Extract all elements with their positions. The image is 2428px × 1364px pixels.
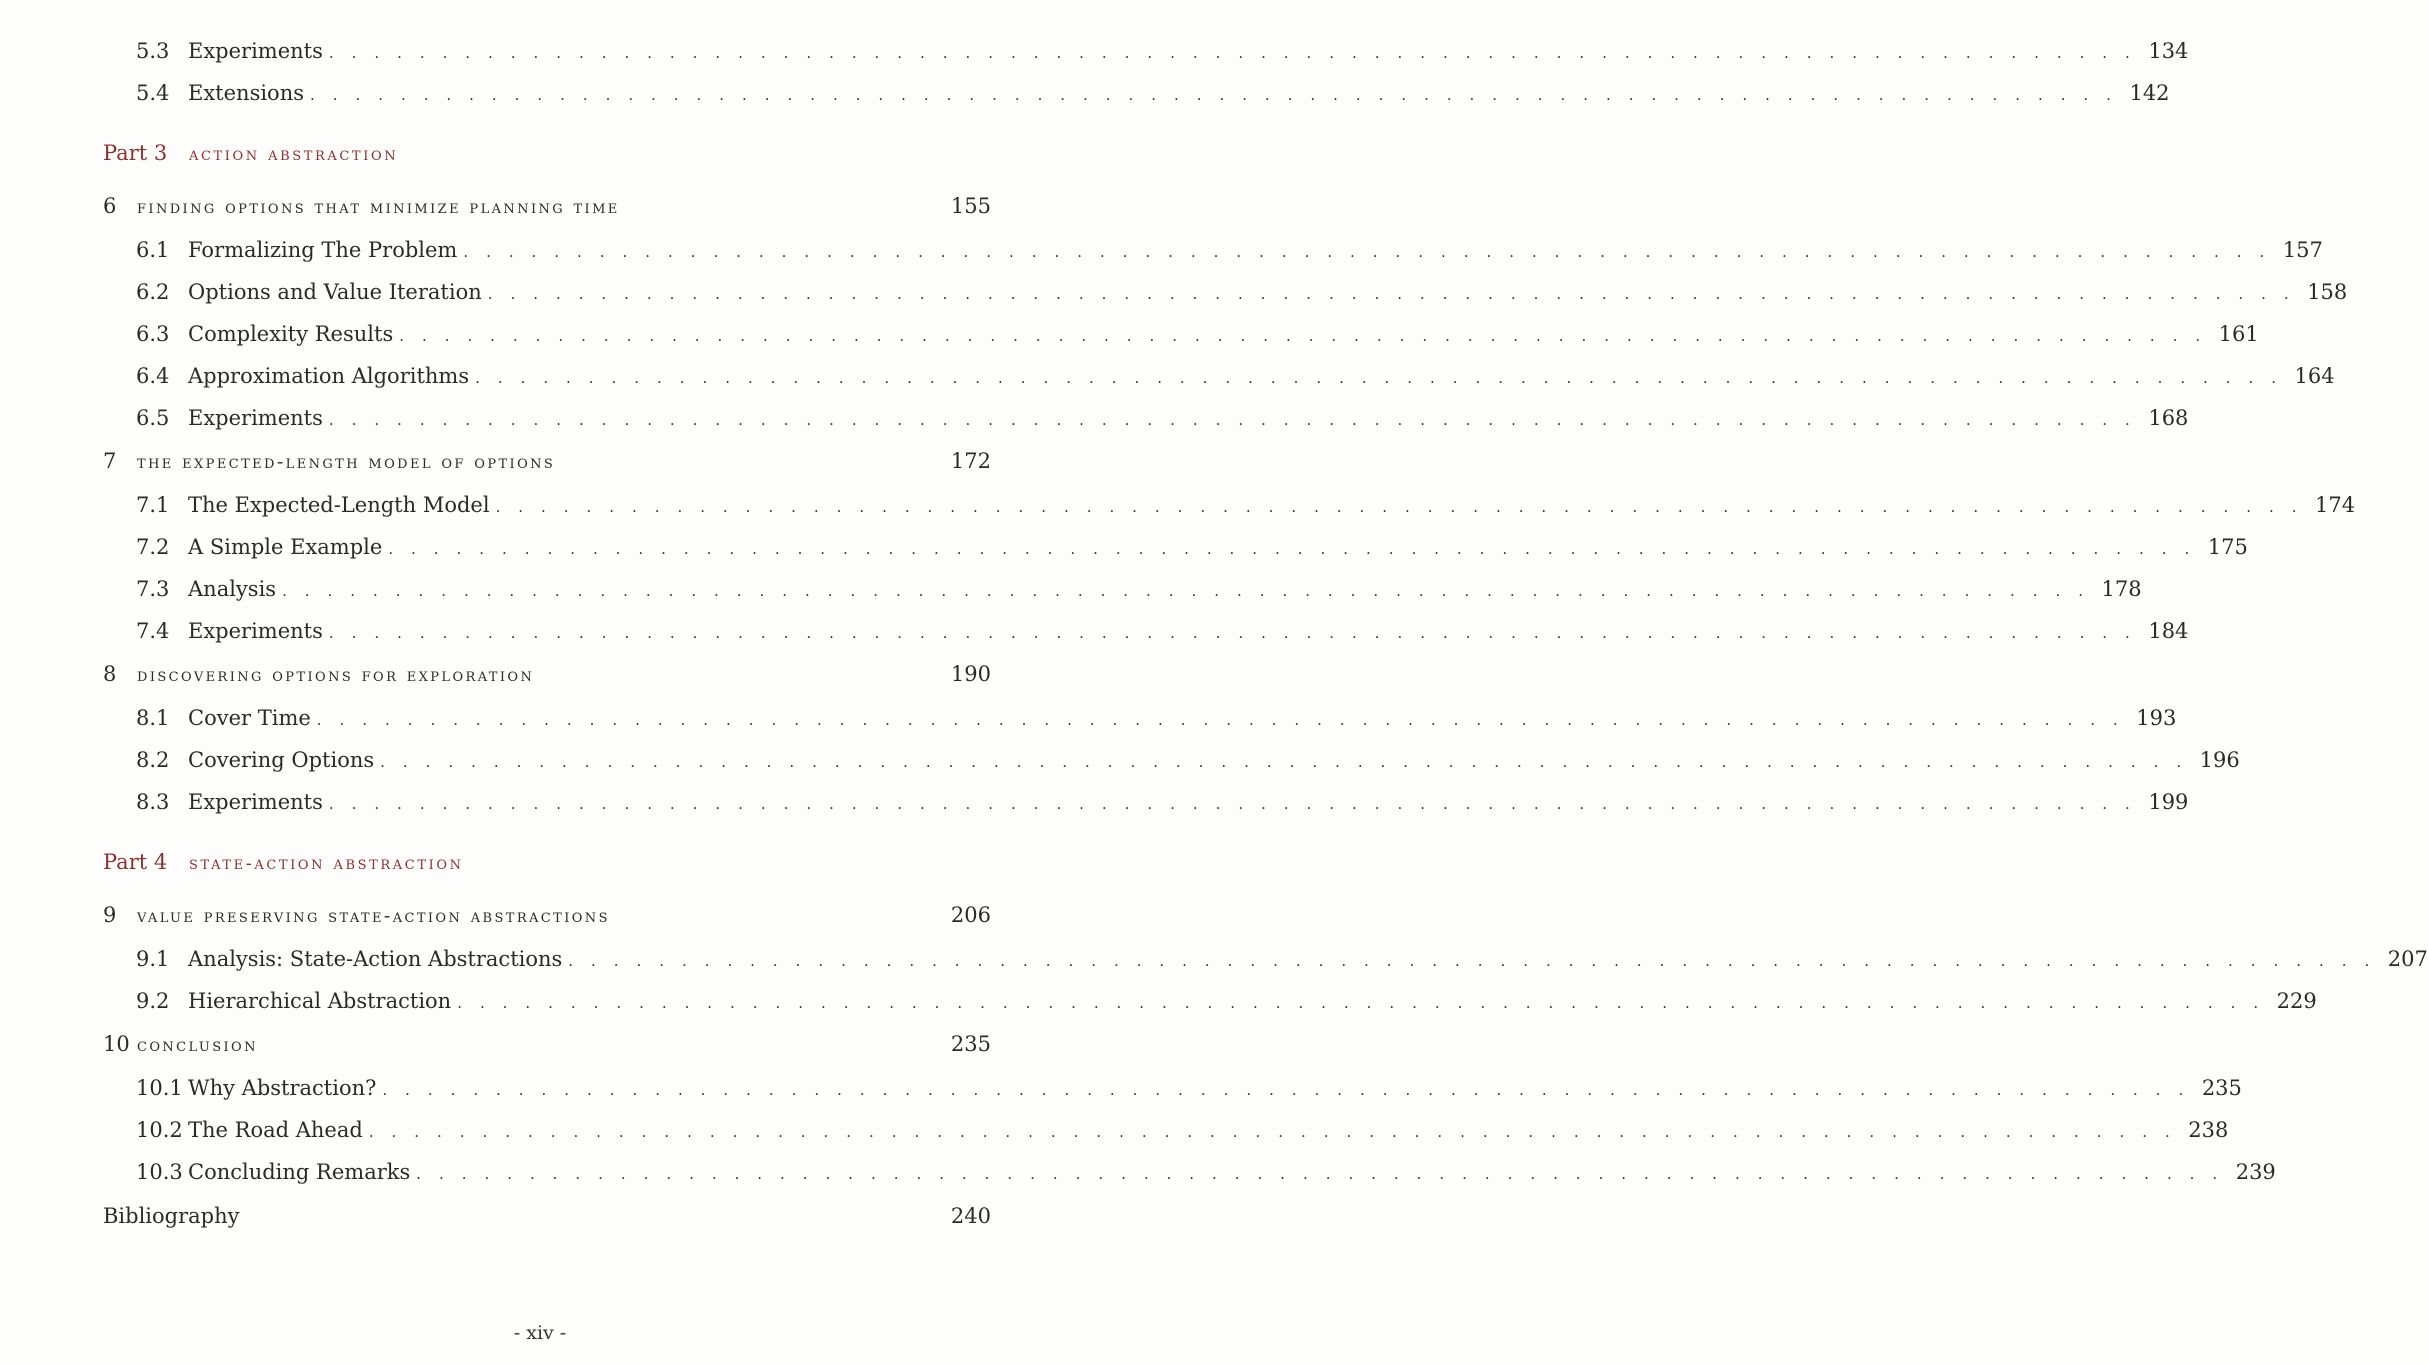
part-title: action abstraction (189, 144, 399, 165)
page-number: 240 (950, 1204, 991, 1228)
toc-section-entry[interactable] (103, 697, 2177, 739)
dot-leader: . . . . . . . . . . . . . . . . . . . . . . . . . . . . . . . . . . . . . . . . . . . . . . . . . . . . . . . . . . . . . . . . . . . . . . . . . . . . . . . . (463, 243, 2271, 261)
section-title: Formalizing The Problem (188, 238, 458, 262)
section-title: Analysis: State-Action Abstractions (188, 947, 563, 971)
toc-section-entry[interactable] (103, 313, 2259, 355)
section-title: Experiments (188, 790, 323, 814)
toc-section-entry[interactable] (103, 781, 2189, 823)
toc-chapter-entry[interactable] (103, 1022, 991, 1067)
toc-section-entry[interactable] (103, 938, 2428, 980)
toc-section-entry[interactable] (103, 526, 2248, 568)
page-number: 207 (2387, 947, 2428, 971)
section-title: Concluding Remarks (188, 1160, 411, 1184)
bibliography-title: Bibliography (103, 1204, 240, 1228)
page-number: 142 (2129, 81, 2170, 105)
page-number: 193 (2136, 706, 2177, 730)
chapter-number: 9 (103, 903, 117, 927)
page-number: 161 (2218, 322, 2259, 346)
dot-leader: . . . . . . . . . . . . . . . . . . . . . . . . . . . . . . . . . . . . . . . . . . . . . . . . . . . . . . . . . . . . . . . . . . . . . . . . . . . . . . . . (316, 711, 2125, 729)
chapter-number: 7 (103, 449, 117, 473)
page-number: 229 (2276, 989, 2317, 1013)
toc-section-entry[interactable] (103, 568, 2142, 610)
table-of-contents (103, 30, 2428, 1239)
toc-section-entry[interactable] (103, 271, 2348, 313)
chapter-title: value preserving state-action abstractions (137, 905, 610, 927)
toc-section-entry[interactable] (103, 1109, 2229, 1151)
dot-leader: . . . . . . . . . . . . . . . . . . . . . . . . . . . . . . . . . . . . . . . . . . . . . . . . . . . . . . . . . . . . . . . . . . . . . . . . . . . . . . . . (328, 411, 2137, 429)
chapter-title: conclusion (137, 1034, 258, 1056)
section-number: 10.3 (136, 1160, 183, 1184)
section-number: 5.4 (136, 81, 170, 105)
page-number: 235 (2201, 1076, 2242, 1100)
section-title: Covering Options (188, 748, 375, 772)
chapter-title: the expected-length model of options (137, 451, 556, 473)
page-number: 157 (2282, 238, 2323, 262)
dot-leader: . . . . . . . . . . . . . . . . . . . . . . . . . . . . . . . . . . . . . . . . . . . . . . . . . . . . . . . . . . . . . . . . . . . . . . . . . . . . . . . . (310, 86, 2118, 104)
section-number: 7.2 (136, 535, 170, 559)
section-number: 6.1 (136, 238, 170, 262)
dot-leader: . . . . . . . . . . . . . . . . . . . . . . . . . . . . . . . . . . . . . . . . . . . . . . . . . . . . . . . . . . . . . . . . . . . . . . . . . . . . . . . . (382, 1081, 2190, 1099)
page-number: 190 (950, 662, 991, 686)
section-title: Cover Time (188, 706, 311, 730)
page-number: 239 (2235, 1160, 2276, 1184)
dot-leader: . . . . . . . . . . . . . . . . . . . . . . . . . . . . . . . . . . . . . . . . . . . . . . . . . . . . . . . . . . . . . . . . . . . . . . . . . . . . . . . . (328, 795, 2137, 813)
dot-leader: . . . . . . . . . . . . . . . . . . . . . . . . . . . . . . . . . . . . . . . . . . . . . . . . . . . . . . . . . . . . . . . . . . . . . . . . . . . . . . . . (282, 582, 2090, 600)
toc-section-entry[interactable] (103, 30, 2189, 72)
toc-chapter-entry[interactable] (103, 184, 991, 229)
toc-section-entry[interactable] (103, 397, 2189, 439)
section-number: 6.2 (136, 280, 170, 304)
dot-leader: . . . . . . . . . . . . . . . . . . . . . . . . . . . . . . . . . . . . . . . . . . . . . . . . . . . . . . . . . . . . . . . . . . . . . . . . . . . . . . . . (495, 498, 2304, 516)
section-number: 10.2 (136, 1118, 183, 1142)
dot-leader: . . . . . . . . . . . . . . . . . . . . . . . . . . . . . . . . . . . . . . . . . . . . . . . . . . . . . . . . . . . . . . . . . . . . . . . . . . . . . . . . (380, 753, 2188, 771)
toc-chapter-entry[interactable] (103, 652, 991, 697)
section-title: Experiments (188, 39, 323, 63)
toc-section-entry[interactable] (103, 1067, 2242, 1109)
page-number: 184 (2148, 619, 2189, 643)
section-number: 7.4 (136, 619, 170, 643)
dot-leader: . . . . . . . . . . . . . . . . . . . . . . . . . . . . . . . . . . . . . . . . . . . . . . . . . . . . . . . . . . . . . . . . . . . . . . . . . . . . . . . . (328, 624, 2137, 642)
section-number: 9.1 (136, 947, 170, 971)
page-number: 134 (2148, 39, 2189, 63)
toc-section-entry[interactable] (103, 1151, 2276, 1193)
toc-chapter-entry[interactable] (103, 893, 991, 938)
chapter-number: 6 (103, 194, 117, 218)
page-number: 155 (950, 194, 991, 218)
dot-leader: . . . . . . . . . . . . . . . . . . . . . . . . . . . . . . . . . . . . . . . . . . . . . . . . . . . . . . . . . . . . . . . . . . . . . . . . . . . . . . . . (487, 285, 2296, 303)
toc-section-entry[interactable] (103, 355, 2335, 397)
chapter-number: 8 (103, 662, 117, 686)
chapter-title: finding options that minimize planning time (137, 196, 620, 218)
section-title: The Road Ahead (188, 1118, 363, 1142)
page-number: 158 (2307, 280, 2348, 304)
toc-chapter-entry[interactable] (103, 439, 991, 484)
section-title: Complexity Results (188, 322, 394, 346)
section-title: A Simple Example (188, 535, 383, 559)
page-number: 172 (950, 449, 991, 473)
section-title: Options and Value Iteration (188, 280, 482, 304)
toc-section-entry[interactable] (103, 739, 2240, 781)
page-number: 206 (950, 903, 991, 927)
page-number: 164 (2294, 364, 2335, 388)
part-label: Part 4 (103, 850, 168, 874)
section-number: 10.1 (136, 1076, 183, 1100)
page-number: 168 (2148, 406, 2189, 430)
section-title: Approximation Algorithms (188, 364, 470, 388)
toc-section-entry[interactable] (103, 72, 2170, 114)
section-title: Analysis (188, 577, 277, 601)
dot-leader: . . . . . . . . . . . . . . . . . . . . . . . . . . . . . . . . . . . . . . . . . . . . . . . . . . . . . . . . . . . . . . . . . . . . . . . . . . . . . . . . (368, 1123, 2177, 1141)
part-title: state-action abstraction (189, 853, 464, 874)
chapter-number: 10 (103, 1032, 130, 1056)
toc-bibliography-entry[interactable] (103, 1193, 991, 1239)
section-number: 9.2 (136, 989, 170, 1013)
dot-leader: . . . . . . . . . . . . . . . . . . . . . . . . . . . . . . . . . . . . . . . . . . . . . . . . . . . . . . . . . . . . . . . . . . . . . . . . . . . . . . . . (328, 44, 2137, 62)
part-label: Part 3 (103, 141, 168, 165)
section-number: 6.4 (136, 364, 170, 388)
section-title: Why Abstraction? (188, 1076, 377, 1100)
section-number: 5.3 (136, 39, 170, 63)
dot-leader: . . . . . . . . . . . . . . . . . . . . . . . . . . . . . . . . . . . . . . . . . . . . . . . . . . . . . . . . . . . . . . . . . . . . . . . . . . . . . . . . (399, 327, 2207, 345)
section-title: Experiments (188, 406, 323, 430)
section-number: 8.2 (136, 748, 170, 772)
section-number: 6.5 (136, 406, 170, 430)
page-number: 235 (950, 1032, 991, 1056)
page-number: 238 (2188, 1118, 2229, 1142)
section-title: Hierarchical Abstraction (188, 989, 452, 1013)
dot-leader: . . . . . . . . . . . . . . . . . . . . . . . . . . . . . . . . . . . . . . . . . . . . . . . . . . . . . . . . . . . . . . . . . . . . . . . . . . . . . . . . (568, 952, 2376, 970)
page-number: 196 (2199, 748, 2240, 772)
section-title: Experiments (188, 619, 323, 643)
page-number: 174 (2315, 493, 2356, 517)
toc-part-heading (103, 122, 991, 184)
toc-section-entry[interactable] (103, 484, 2356, 526)
section-number: 7.3 (136, 577, 170, 601)
section-title: Extensions (188, 81, 305, 105)
page-number: 178 (2101, 577, 2142, 601)
toc-section-entry[interactable] (103, 229, 2323, 271)
chapter-title: discovering options for exploration (137, 664, 535, 686)
page-number-footer: - xiv - (513, 1322, 567, 1344)
dot-leader: . . . . . . . . . . . . . . . . . . . . . . . . . . . . . . . . . . . . . . . . . . . . . . . . . . . . . . . . . . . . . . . . . . . . . . . . . . . . . . . . (388, 540, 2196, 558)
section-number: 8.3 (136, 790, 170, 814)
dot-leader: . . . . . . . . . . . . . . . . . . . . . . . . . . . . . . . . . . . . . . . . . . . . . . . . . . . . . . . . . . . . . . . . . . . . . . . . . . . . . . . . (457, 994, 2265, 1012)
dot-leader: . . . . . . . . . . . . . . . . . . . . . . . . . . . . . . . . . . . . . . . . . . . . . . . . . . . . . . . . . . . . . . . . . . . . . . . . . . . . . . . . (416, 1165, 2224, 1183)
page-number: 175 (2207, 535, 2248, 559)
toc-section-entry[interactable] (103, 610, 2189, 652)
toc-section-entry[interactable] (103, 980, 2317, 1022)
dot-leader: . . . . . . . . . . . . . . . . . . . . . . . . . . . . . . . . . . . . . . . . . . . . . . . . . . . . . . . . . . . . . . . . . . . . . . . . . . . . . . . . (475, 369, 2283, 387)
section-title: The Expected-Length Model (188, 493, 490, 517)
section-number: 7.1 (136, 493, 170, 517)
toc-part-heading (103, 831, 991, 893)
page-number: 199 (2148, 790, 2189, 814)
section-number: 8.1 (136, 706, 170, 730)
section-number: 6.3 (136, 322, 170, 346)
